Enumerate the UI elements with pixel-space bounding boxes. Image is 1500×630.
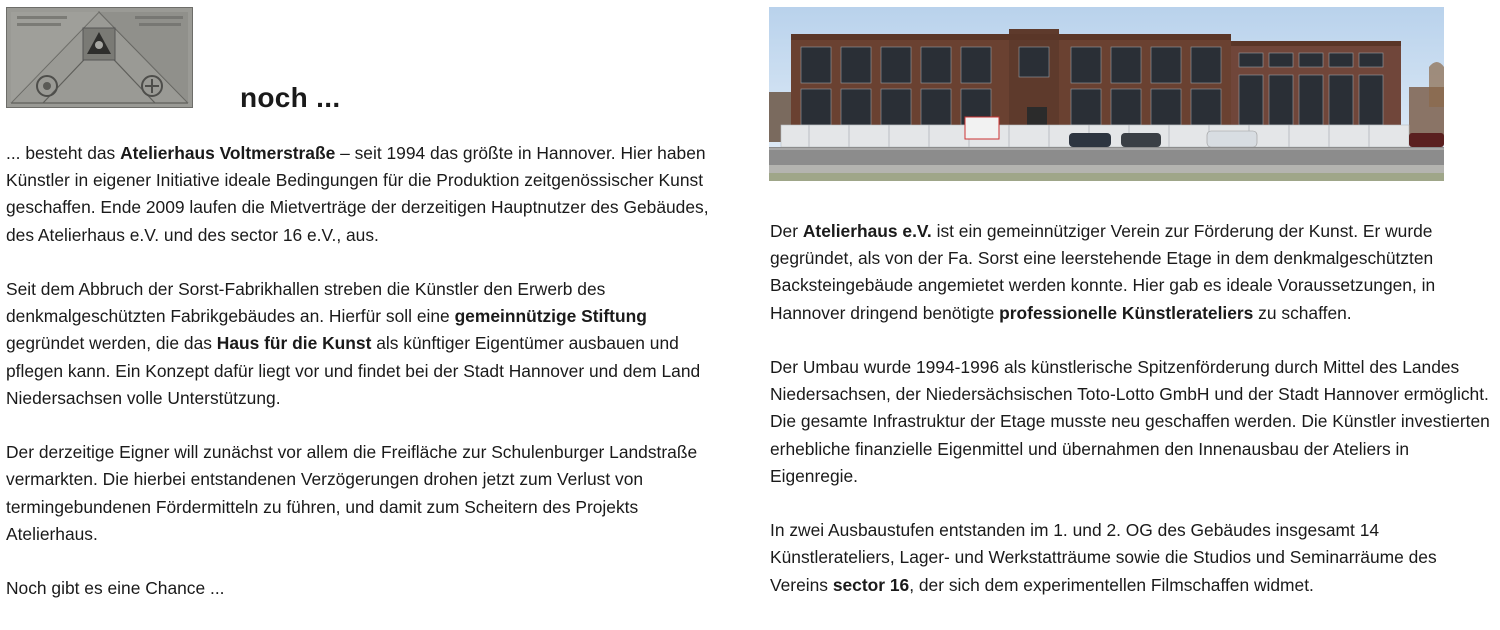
building-photo xyxy=(769,7,1444,181)
left-paragraph-2: Seit dem Abbruch der Sorst-Fabrikhallen streben die Künstler den Erwerb des denkmalgeschützten Fabrikgebäudes an. Hierfür soll eine gemeinnützige Stiftung gegründet werden, die das Haus für die Kunst als künftiger Eigentümer ausbauen und pflegen kann. Ein Konzept dafür liegt vor und findet bei der Stadt Hannover und dem Land Niedersachsen volle Unterstützung. xyxy=(6,279,701,408)
right-paragraph-3: In zwei Ausbaustufen entstanden im 1. und 2. OG des Gebäudes insgesamt 14 Künstlerateliers, Lager- und Werkstatträume sowie die Studios und Seminarräume des Vereins sector 16, der sich dem experimentellen Filmschaffen widmet. xyxy=(770,520,1437,595)
atelierhaus-voltmerstrasse-bold: Atelierhaus Voltmerstraße xyxy=(120,143,336,163)
sector-16-bold: sector 16 xyxy=(832,574,910,595)
left-paragraph-4: Noch gibt es eine Chance ... xyxy=(6,578,225,599)
right-text-column xyxy=(770,218,1490,626)
atelierhaus-ev-bold: Atelierhaus e.V. xyxy=(802,221,932,241)
professionelle-kuenstlerateliers-bold: professionelle Künstlerateliers xyxy=(999,302,1254,323)
page-heading: noch ... xyxy=(240,82,341,113)
right-paragraph-1: Der Atelierhaus e.V. ist ein gemeinnütziger Verein zur Förderung der Kunst. Er wurde gegründet, als von der Fa. Sorst eine leerstehende Etage in dem denkmalgeschützten Backsteingebäude angemietet werden konnte. Hier gab es ideale Voraussetzungen, in Hannover dringend benötigte professionelle Künstlerateliers zu schaffen. xyxy=(770,221,1436,323)
right-paragraph-2: Der Umbau wurde 1994-1996 als künstlerische Spitzenförderung durch Mittel des Landes Niedersachsen, der Niedersächsischen Toto-Lotto GmbH und der Stadt Hannover ermöglicht. Die gesamte Infrastruktur der Etage musste neu geschaffen werden. Die Künstler investierten erhebliche finanzielle Eigenmittel und übernahmen den Innenausbau der Ateliers in Eigenregie. xyxy=(770,357,1490,486)
left-text-column xyxy=(6,140,726,630)
left-paragraph-3: Der derzeitige Eigner will zunächst vor allem die Freifläche zur Schulenburger Landstraße vermarkten. Die hierbei entstandenen Verzögerungen drohen jetzt zum Verlust von termingebundenen Fördermitteln zu führen, und damit zum Scheitern des Projekts Atelierhaus. xyxy=(6,442,698,544)
haus-fuer-die-kunst-bold: Haus für die Kunst xyxy=(216,333,372,354)
stone-plaque-image xyxy=(6,7,193,108)
stiftung-bold: gemeinnützige Stiftung xyxy=(454,306,647,327)
left-paragraph-1: ... besteht das Atelierhaus Voltmerstraße – seit 1994 das größte in Hannover. Hier haben Künstler in eigener Initiative ideale Bedingungen für die Produktion zeitgenössischer Kunst geschaffen. Ende 2009 laufen die Mietverträge der derzeitigen Hauptnutzer des Gebäudes, des Atelierhaus e.V. und des sector 16 e.V., aus. xyxy=(6,143,709,245)
